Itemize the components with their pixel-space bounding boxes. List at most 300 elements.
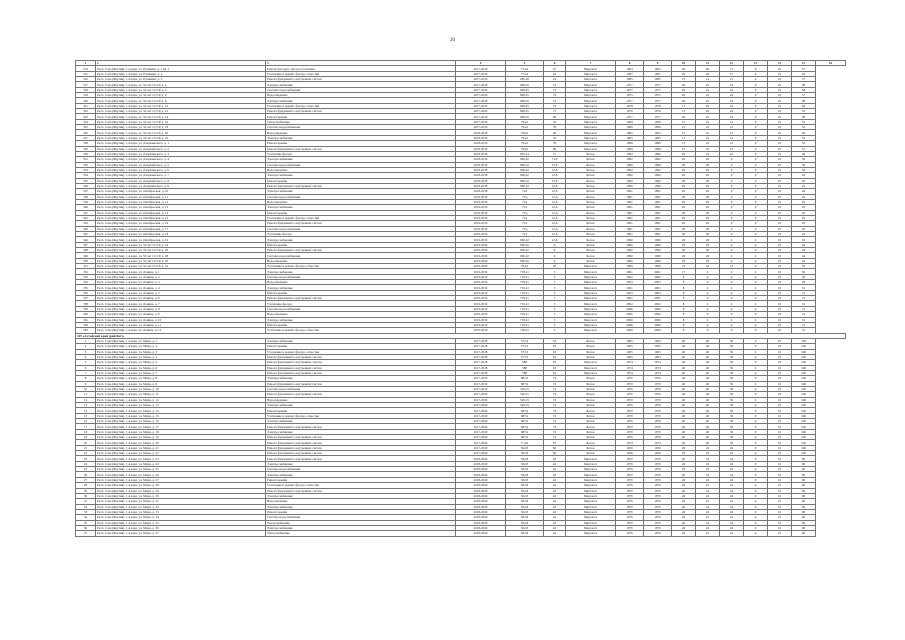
table-cell: 2019-2019 bbox=[456, 317, 506, 322]
table-cell: 335 bbox=[76, 178, 96, 183]
table-cell: 1976 bbox=[616, 488, 644, 493]
table-cell: 22 bbox=[696, 93, 720, 98]
table-cell: 20 bbox=[672, 114, 696, 119]
table-cell: 42 bbox=[544, 483, 566, 488]
table-cell: 74 bbox=[544, 403, 566, 408]
table-cell: 573,3 bbox=[506, 338, 544, 343]
table-cell: 1970 bbox=[644, 397, 672, 402]
table-cell: 28 bbox=[792, 274, 816, 279]
table-cell: 10 bbox=[768, 135, 792, 140]
table-cell: Респ. Саха (Якутия), г. Алдан, ул. Дзержинского, д. 4 bbox=[96, 157, 266, 162]
table-cell: 8 bbox=[672, 280, 696, 285]
table-cell: 10 bbox=[768, 493, 792, 498]
table-cell: 887,6 bbox=[506, 376, 544, 381]
table-cell: Ремонт крыши bbox=[266, 178, 456, 183]
table-cell: Респ. Саха (Якутия), г. Алдан, ул. 50 лет СССР, д. 18 bbox=[96, 125, 266, 130]
table-cell: 0 bbox=[720, 322, 744, 327]
table-cell: 40 bbox=[696, 397, 720, 402]
table-cell: Респ. Саха (Якутия), г. Алдан, ул. Мира, д. 34 bbox=[96, 515, 266, 520]
table-cell: 5 bbox=[544, 301, 566, 306]
table-cell: 0 bbox=[696, 296, 720, 301]
table-cell: Бетон bbox=[566, 440, 616, 445]
table-cell: Респ. Саха (Якутия), г. Алдан, ул. Октябрьская, д. 12 bbox=[96, 199, 266, 204]
table-cell: 73 bbox=[544, 87, 566, 92]
table-cell: 50 bbox=[720, 370, 744, 375]
table-cell: 588 bbox=[506, 360, 544, 365]
table-cell: 15 bbox=[76, 413, 96, 418]
table-cell: 15 bbox=[792, 61, 816, 66]
table-cell: 9 bbox=[644, 61, 672, 66]
table-cell: 2018-2020 bbox=[456, 509, 506, 514]
table-cell: 31 bbox=[792, 312, 816, 317]
table-cell: 40 bbox=[672, 344, 696, 349]
table-cell: 100 bbox=[792, 413, 816, 418]
table-cell: 8 bbox=[616, 61, 644, 66]
table-cell: 40 bbox=[672, 376, 696, 381]
table-cell: 1985 bbox=[616, 77, 644, 82]
table-cell: 45 bbox=[792, 215, 816, 220]
table-cell: 1963 bbox=[644, 66, 672, 71]
table-cell: 100 bbox=[792, 445, 816, 450]
table-cell: 58 bbox=[792, 98, 816, 103]
table-cell: 794,2 bbox=[506, 119, 544, 124]
table-cell: 49 bbox=[792, 130, 816, 135]
table-cell: Респ. Саха (Якутия), г. Алдан, ул. 50 лет СССР, д. 6 bbox=[96, 93, 266, 98]
table-cell: Бетон bbox=[566, 354, 616, 359]
table-cell: 0 bbox=[744, 173, 768, 178]
table-cell: 2001 bbox=[644, 285, 672, 290]
table-cell: 0 bbox=[744, 429, 768, 434]
table-cell: 990,22 bbox=[506, 157, 544, 162]
table-cell: Респ. Саха (Якутия), г. Алдан, ул. Мира, д. 27 bbox=[96, 477, 266, 482]
table-cell: Мерзлота bbox=[566, 141, 616, 146]
table-cell: 73 bbox=[544, 98, 566, 103]
table-cell: 0 bbox=[720, 290, 744, 295]
table-cell: Респ. Саха (Якутия), г. Алдан, ул. Дзержинского, д. 8 bbox=[96, 178, 266, 183]
table-cell: 344 bbox=[76, 226, 96, 231]
table-cell: 502,8 bbox=[506, 472, 544, 477]
table-cell: 2001 bbox=[616, 296, 644, 301]
table-cell: 22 bbox=[696, 504, 720, 509]
table-cell: Водоотведение bbox=[266, 130, 456, 135]
table-cell: 10 bbox=[768, 157, 792, 162]
table-cell: 31 bbox=[792, 322, 816, 327]
table-cell: 31 bbox=[792, 317, 816, 322]
table-cell: 45 bbox=[792, 237, 816, 242]
table-cell: 794,2 bbox=[506, 264, 544, 269]
table-cell: 502,8 bbox=[506, 461, 544, 466]
table-cell: 0 bbox=[744, 445, 768, 450]
table-cell: Утепление и ремонт фасада, отмостки bbox=[266, 215, 456, 220]
table-cell: Ремонт фундамента, внутренних систем bbox=[266, 392, 456, 397]
table-cell: 20 bbox=[696, 221, 720, 226]
table-cell: Респ. Саха (Якутия), г. Алдан, ул. Мира, д. 6 bbox=[96, 365, 266, 370]
table-cell: 319 bbox=[76, 93, 96, 98]
table-cell: Бетон bbox=[566, 151, 616, 156]
table-cell: 1992 bbox=[644, 151, 672, 156]
table-cell: 5 bbox=[544, 296, 566, 301]
table-cell: 1976 bbox=[616, 472, 644, 477]
table-cell: 2006 bbox=[616, 317, 644, 322]
table-cell: 0 bbox=[744, 365, 768, 370]
table-cell: 2019-2020 bbox=[456, 253, 506, 258]
table-cell: Респ. Саха (Якутия), г. Алдан, ул. Ленина, д. 7 bbox=[96, 301, 266, 306]
table-cell: 10 bbox=[768, 403, 792, 408]
table-cell: Мерзлота bbox=[566, 472, 616, 477]
table-cell: 10 bbox=[768, 360, 792, 365]
table-cell: 12,6 bbox=[544, 210, 566, 215]
table-cell: Ремонт крыши bbox=[266, 210, 456, 215]
table-cell: 1992 bbox=[644, 157, 672, 162]
table-cell: 1992 bbox=[616, 167, 644, 172]
table-cell: Мерзлота bbox=[566, 93, 616, 98]
table-cell: 2017-2020 bbox=[456, 451, 506, 456]
table-cell: 4 bbox=[76, 354, 96, 359]
table-cell: 0 bbox=[744, 253, 768, 258]
table-cell: 44 bbox=[792, 242, 816, 247]
table-cell: 1965 bbox=[616, 354, 644, 359]
table-cell: 74 bbox=[544, 397, 566, 402]
table-cell: 2003 bbox=[616, 290, 644, 295]
table-cell: 10 bbox=[768, 232, 792, 237]
table-cell: 0 bbox=[744, 93, 768, 98]
table-cell: 20 bbox=[672, 87, 696, 92]
table-cell: Система водоснабжения bbox=[266, 162, 456, 167]
table-cell: 0 bbox=[744, 205, 768, 210]
table-cell: 1991 bbox=[644, 221, 672, 226]
table-cell: 68 bbox=[544, 114, 566, 119]
table-cell: Утепление и ремонт фасада, отмостки bbox=[266, 103, 456, 108]
table-cell: Электроснабжение bbox=[266, 525, 456, 530]
table-cell: Респ. Саха (Якутия), г. Алдан, ул. Мира, д. 21 bbox=[96, 445, 266, 450]
table-cell: 10 bbox=[768, 280, 792, 285]
table-cell: 1991 bbox=[616, 210, 644, 215]
table-cell: 57 bbox=[792, 93, 816, 98]
table-cell: 1991 bbox=[644, 189, 672, 194]
table-cell: 20 bbox=[696, 205, 720, 210]
table-cell: 13 bbox=[672, 109, 696, 114]
table-cell: 20 bbox=[672, 509, 696, 514]
table-cell: 334 bbox=[76, 173, 96, 178]
table-cell: 10 bbox=[768, 119, 792, 124]
table-cell: 20 bbox=[696, 237, 720, 242]
table-cell: 1992 bbox=[644, 167, 672, 172]
table-cell: 2019-2020 bbox=[456, 248, 506, 253]
table-cell: 2017-2019 bbox=[456, 381, 506, 386]
table-cell: 10 bbox=[768, 226, 792, 231]
table-cell: Мерзлота bbox=[566, 264, 616, 269]
table-cell: 26 bbox=[76, 472, 96, 477]
table-cell: 10 bbox=[768, 162, 792, 167]
table-cell: 40 bbox=[696, 381, 720, 386]
table-cell: 358 bbox=[76, 301, 96, 306]
table-cell: 2017-2020 bbox=[456, 424, 506, 429]
table-cell: 10 bbox=[768, 515, 792, 520]
table-cell: 2002 bbox=[616, 274, 644, 279]
table-cell: 2017-2019 bbox=[456, 386, 506, 391]
table-cell: Респ. Саха (Якутия), г. Алдан, ул. Ленина, д. 11 bbox=[96, 322, 266, 327]
table-cell: 1976 bbox=[644, 499, 672, 504]
table-cell: 50 bbox=[720, 376, 744, 381]
table-cell: 22 bbox=[696, 483, 720, 488]
table-cell: 50 bbox=[720, 440, 744, 445]
table-cell: 100 bbox=[792, 338, 816, 343]
table-cell: 100 bbox=[792, 392, 816, 397]
table-cell: 7 bbox=[566, 61, 616, 66]
table-cell: 0 bbox=[744, 178, 768, 183]
table-cell: 329 bbox=[76, 146, 96, 151]
table-cell: 10 bbox=[768, 258, 792, 263]
table-cell: 1999 bbox=[644, 146, 672, 151]
table-cell: 50 bbox=[720, 365, 744, 370]
table-cell: 0 bbox=[744, 531, 768, 536]
table-cell: 44 bbox=[792, 189, 816, 194]
table-cell: 20 bbox=[696, 242, 720, 247]
table-cell: Бетон bbox=[566, 232, 616, 237]
table-cell: 1992 bbox=[616, 178, 644, 183]
table-cell: Респ. Саха (Якутия), г. Алдан, ул. Мира, д. 29 bbox=[96, 488, 266, 493]
table-cell: 2017-2018 bbox=[456, 354, 506, 359]
table-cell: 314 bbox=[76, 66, 96, 71]
table-cell: 573,3 bbox=[506, 349, 544, 354]
table-cell: 324 bbox=[76, 119, 96, 124]
table-cell: 31 bbox=[792, 301, 816, 306]
table-cell: 24 bbox=[720, 531, 744, 536]
table-cell: 20 bbox=[672, 93, 696, 98]
table-cell: 848,25 bbox=[506, 93, 544, 98]
table-cell: 40 bbox=[672, 408, 696, 413]
table-cell: 20 bbox=[672, 258, 696, 263]
table-cell: 5 bbox=[544, 317, 566, 322]
table-cell: 0 bbox=[744, 520, 768, 525]
table-cell: Ремонт фундамента, внутренних систем bbox=[266, 435, 456, 440]
table-cell: 1956 bbox=[644, 451, 672, 456]
table-cell: 13 bbox=[744, 61, 768, 66]
table-cell: 1977 bbox=[644, 114, 672, 119]
table-cell: 12,6 bbox=[544, 237, 566, 242]
table-cell: 20 bbox=[672, 253, 696, 258]
table-cell: 2018-2019 bbox=[456, 135, 506, 140]
table-cell: 100 bbox=[792, 397, 816, 402]
table-cell: 52 bbox=[792, 125, 816, 130]
table-cell: Респ. Саха (Якутия), г. Алдан, ул. Ленина, д. 10 bbox=[96, 317, 266, 322]
table-cell: 90 bbox=[792, 488, 816, 493]
table-cell: 37 bbox=[792, 77, 816, 82]
table-cell: 24 bbox=[720, 504, 744, 509]
table-cell: 20 bbox=[696, 253, 720, 258]
table-cell: 74 bbox=[544, 381, 566, 386]
table-cell: Респ. Саха (Якутия), г. Алдан, ул. 50 лет СССР, д. 14 bbox=[96, 114, 266, 119]
table-cell: 848,25 bbox=[506, 103, 544, 108]
table-cell: Ремонт фундамента, внутренних систем bbox=[266, 183, 456, 188]
table-cell: 63 bbox=[544, 349, 566, 354]
table-cell: 2018-2020 bbox=[456, 504, 506, 509]
table-cell: 714 bbox=[506, 194, 544, 199]
table-cell: 360 bbox=[76, 312, 96, 317]
table-cell: 16 bbox=[76, 419, 96, 424]
table-cell: 5 bbox=[544, 274, 566, 279]
table-cell: 1977 bbox=[644, 87, 672, 92]
table-cell: 10 bbox=[768, 525, 792, 530]
table-cell: 1985 bbox=[644, 77, 672, 82]
table-cell: Бетон bbox=[566, 248, 616, 253]
table-cell: Электроснабжение bbox=[266, 504, 456, 509]
table-cell: 990,22 bbox=[506, 253, 544, 258]
table-cell: 50 bbox=[720, 354, 744, 359]
table-cell: 1976 bbox=[616, 483, 644, 488]
table-cell: 40 bbox=[696, 435, 720, 440]
table-cell: 0 bbox=[696, 301, 720, 306]
table-cell: Респ. Саха (Якутия), г. Алдан, ул. Мира, д. 2 bbox=[96, 344, 266, 349]
table-cell: Респ. Саха (Якутия), г. Алдан, ул. Мира, д. 25 bbox=[96, 467, 266, 472]
table-cell: 5 bbox=[76, 360, 96, 365]
table-cell: 20 bbox=[672, 237, 696, 242]
table-cell: 10 bbox=[768, 114, 792, 119]
table-cell: 2019-2019 bbox=[456, 215, 506, 220]
table-cell: Мерзлота bbox=[566, 290, 616, 295]
table-cell: 362,8 bbox=[506, 451, 544, 456]
table-cell: 2018-2019 bbox=[456, 141, 506, 146]
table-cell: 13,8 bbox=[544, 162, 566, 167]
table-cell: 26 bbox=[544, 264, 566, 269]
table-cell: 0 bbox=[720, 285, 744, 290]
table-cell: Ремонт фундамента, внутренних систем bbox=[266, 365, 456, 370]
table-cell: Электроснабжение bbox=[266, 376, 456, 381]
table-cell: 0 bbox=[696, 290, 720, 295]
table-cell: 10 bbox=[768, 242, 792, 247]
table-cell: 502,8 bbox=[506, 509, 544, 514]
table-cell: 2017-2019 bbox=[456, 71, 506, 76]
table-cell: 1991 bbox=[644, 226, 672, 231]
table-cell: 22 bbox=[696, 520, 720, 525]
table-cell: Респ. Саха (Якутия), г. Алдан, ул. Мира, д. 13 bbox=[96, 403, 266, 408]
table-cell: 0 bbox=[744, 328, 768, 333]
table-cell: 100 bbox=[792, 435, 816, 440]
table-cell: 40 bbox=[672, 429, 696, 434]
table-cell: 10 bbox=[768, 381, 792, 386]
table-cell: Бетон bbox=[566, 253, 616, 258]
table-cell: 2 bbox=[96, 61, 266, 66]
table-cell: 526,15 bbox=[506, 392, 544, 397]
table-cell: 2018-2020 bbox=[456, 456, 506, 461]
table-cell: 361 bbox=[76, 317, 96, 322]
table-cell: 50 bbox=[720, 397, 744, 402]
table-cell: 2018-2020 bbox=[456, 531, 506, 536]
table-cell: 100 bbox=[792, 354, 816, 359]
table-cell: Электроснабжение bbox=[266, 429, 456, 434]
table-cell: 12,6 bbox=[544, 215, 566, 220]
table-cell: 0 bbox=[744, 440, 768, 445]
table-cell: 0 bbox=[744, 477, 768, 482]
table-cell: 1990 bbox=[616, 237, 644, 242]
table-cell: 58 bbox=[792, 82, 816, 87]
table-cell: 0 bbox=[744, 125, 768, 130]
table-cell: 45 bbox=[792, 221, 816, 226]
register-table-container bbox=[75, 60, 845, 537]
table-cell: 0 bbox=[744, 451, 768, 456]
table-cell: Респ. Саха (Якутия), г. Алдан, ул. Мира, д. 14 bbox=[96, 408, 266, 413]
table-cell: Бетон bbox=[566, 445, 616, 450]
table-cell: 9 bbox=[76, 381, 96, 386]
table-cell: 10 bbox=[768, 467, 792, 472]
table-cell: 63 bbox=[544, 365, 566, 370]
table-cell: 13,8 bbox=[544, 178, 566, 183]
table-cell: 53 bbox=[792, 135, 816, 140]
table-cell: 2019-2019 bbox=[456, 199, 506, 204]
table-cell: 10 bbox=[768, 451, 792, 456]
table-cell: 1970 bbox=[644, 429, 672, 434]
table-cell: 0 bbox=[696, 280, 720, 285]
table-cell: 1970 bbox=[616, 386, 644, 391]
table-cell: Мерзлота bbox=[566, 87, 616, 92]
table-cell: 20 bbox=[672, 167, 696, 172]
table-cell: 10 bbox=[768, 178, 792, 183]
table-cell: 12 bbox=[720, 135, 744, 140]
table-cell: 1977 bbox=[616, 98, 644, 103]
table-cell: 20 bbox=[696, 103, 720, 108]
table-cell: 354 bbox=[76, 280, 96, 285]
table-cell: Мерзлота bbox=[566, 525, 616, 530]
table-cell: 10 bbox=[768, 392, 792, 397]
table-cell: Водоотведение bbox=[266, 312, 456, 317]
table-cell: 1976 bbox=[616, 520, 644, 525]
table-cell: 20 bbox=[696, 173, 720, 178]
table-cell: 0 bbox=[744, 493, 768, 498]
table-cell: 90 bbox=[792, 461, 816, 466]
table-cell: Респ. Саха (Якутия), г. Алдан, ул. 50 лет СССР, д. 4 bbox=[96, 87, 266, 92]
table-cell: 0 bbox=[744, 515, 768, 520]
table-cell: Мерзлота bbox=[566, 269, 616, 274]
table-cell: 66 bbox=[544, 146, 566, 151]
table-cell: 22 bbox=[696, 456, 720, 461]
table-cell: Бетон bbox=[566, 397, 616, 402]
table-cell: Респ. Саха (Якутия), г. Алдан, ул. Мира, д. 22 bbox=[96, 451, 266, 456]
table-cell: 0 bbox=[744, 210, 768, 215]
table-cell: 718,21 bbox=[506, 280, 544, 285]
table-cell: 20 bbox=[672, 221, 696, 226]
table-cell: 848,25 bbox=[506, 109, 544, 114]
table-cell: 10 bbox=[768, 509, 792, 514]
table-cell: 0 bbox=[720, 221, 744, 226]
table-cell: 1990 bbox=[616, 173, 644, 178]
table-cell: 15 bbox=[672, 146, 696, 151]
table-cell: Мерзлота bbox=[566, 477, 616, 482]
table-cell: 10 bbox=[768, 183, 792, 188]
table-cell: 90 bbox=[792, 483, 816, 488]
table-cell: 362,8 bbox=[506, 445, 544, 450]
table-cell: 0 bbox=[744, 237, 768, 242]
table-cell: 0 bbox=[744, 509, 768, 514]
table-cell: 0 bbox=[744, 199, 768, 204]
table-cell: 7 bbox=[76, 370, 96, 375]
table-cell: 74 bbox=[544, 392, 566, 397]
table-cell: Респ. Саха (Якутия), г. Алдан, ул. 50 лет СССР, д. 12 bbox=[96, 109, 266, 114]
table-cell: 20 bbox=[672, 525, 696, 530]
table-cell: 22 bbox=[696, 488, 720, 493]
table-cell: Мерзлота bbox=[566, 306, 616, 311]
table-cell: 42 bbox=[544, 472, 566, 477]
table-cell: 1978 bbox=[644, 103, 672, 108]
table-cell: 341 bbox=[76, 210, 96, 215]
table-cell: Бетон bbox=[566, 226, 616, 231]
table-cell: 20 bbox=[696, 189, 720, 194]
table-cell: 20 bbox=[672, 151, 696, 156]
table-cell: 0 bbox=[744, 119, 768, 124]
table-cell: 2018-2020 bbox=[456, 515, 506, 520]
table-cell: 318 bbox=[76, 87, 96, 92]
table-cell: 22 bbox=[696, 499, 720, 504]
table-cell: 0 bbox=[744, 386, 768, 391]
